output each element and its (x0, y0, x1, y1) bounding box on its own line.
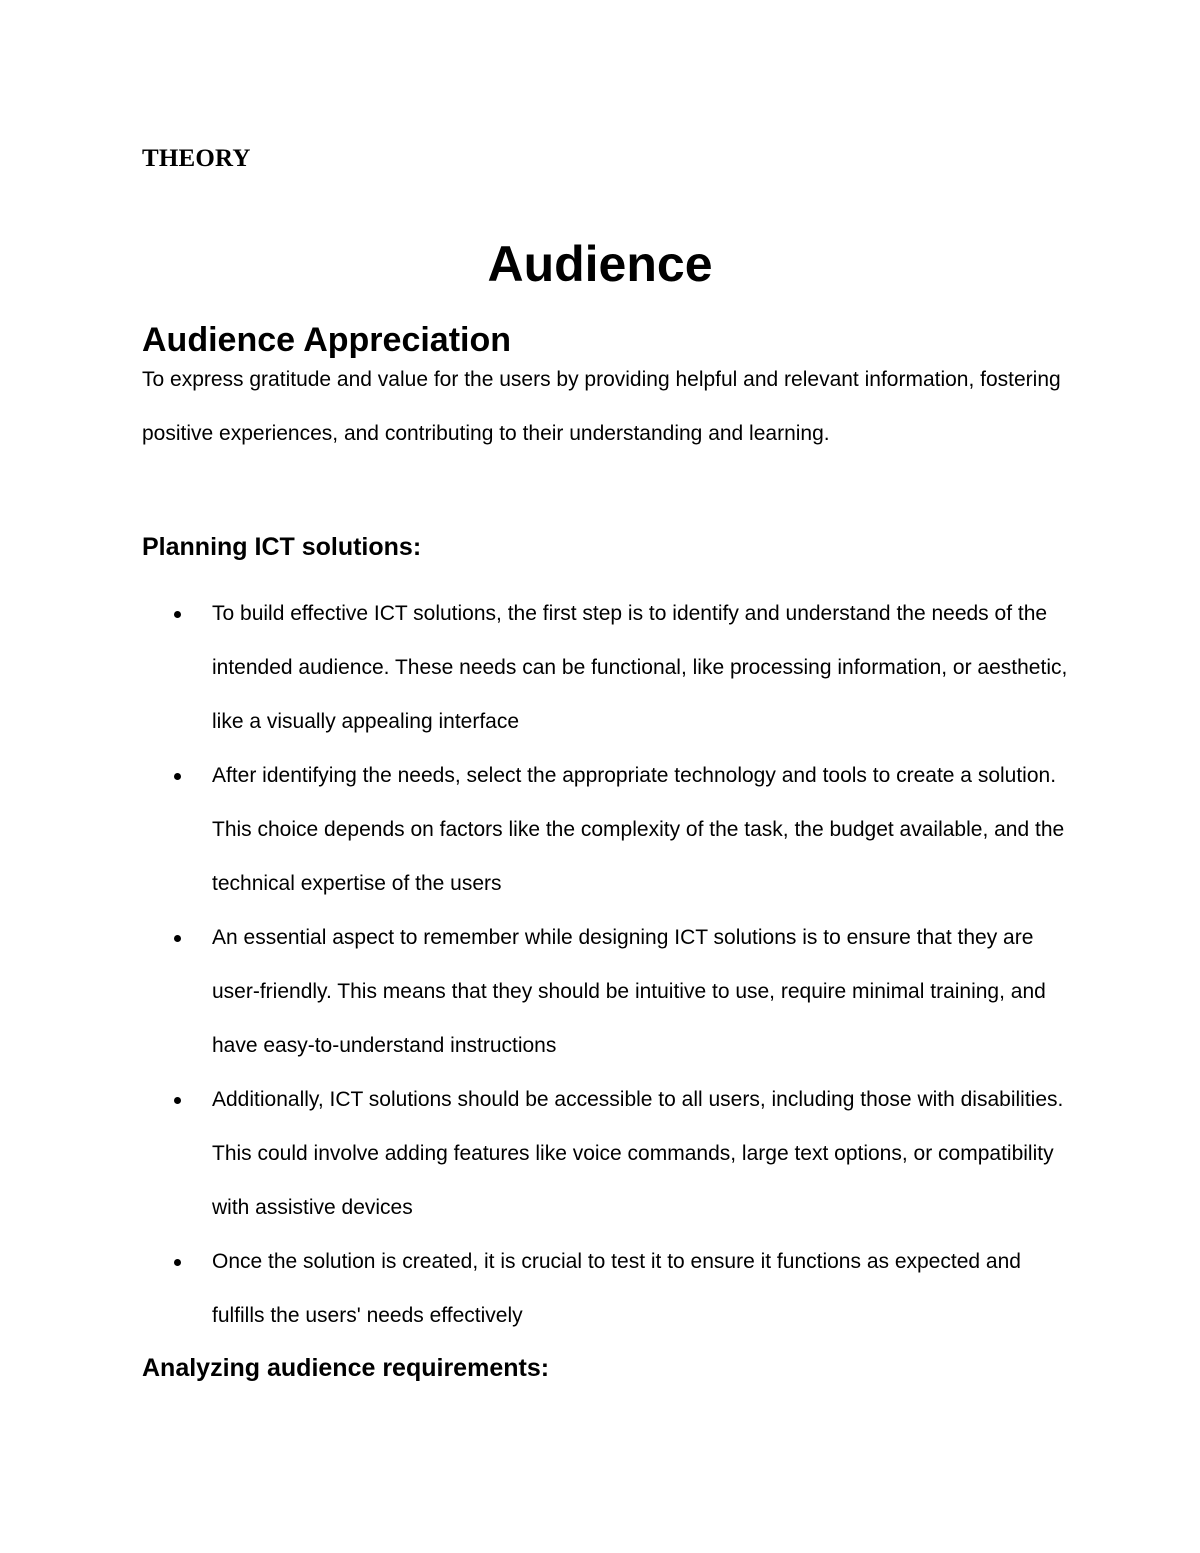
list-item (142, 911, 1072, 1073)
list-item-text: An essential aspect to remember while designing ICT solutions is to ensure that they are user-friendly. This means that they should be intuitive to use, require minimal training, and have easy-to-understand instructions (212, 926, 1046, 1057)
list-item (142, 1073, 1072, 1235)
bullet-dot-icon (174, 1259, 181, 1266)
planning-ict-section (142, 531, 1072, 1343)
list-item-text: Once the solution is created, it is crucial to test it to ensure it functions as expected and fulfills the users' needs effectively (212, 1250, 1021, 1327)
bullet-dot-icon (174, 1097, 181, 1104)
analyzing-audience-heading: Analyzing audience requirements: (142, 1354, 550, 1382)
section-label: THEORY (142, 145, 251, 172)
analyzing-audience-section (142, 1352, 1072, 1384)
bullet-dot-icon (174, 773, 181, 780)
list-item (142, 749, 1072, 911)
list-item-text: After identifying the needs, select the appropriate technology and tools to create a solution. This choice depends on factors like the complexity of the task, the budget available, and the technical expertise of the users (212, 764, 1065, 895)
planning-ict-heading: Planning ICT solutions: (142, 533, 422, 561)
list-item-text: To build effective ICT solutions, the first step is to identify and understand the needs of the intended audience. These needs can be functional, like processing information, or aesthetic, like a visually appealing interface (212, 602, 1068, 733)
bullet-dot-icon (174, 935, 181, 942)
list-item (142, 587, 1072, 749)
page-title: Audience (487, 236, 713, 292)
list-item-text: Additionally, ICT solutions should be accessible to all users, including those with disabilities. This could involve adding features like voice commands, large text options, or compatibility with assistive devices (212, 1088, 1064, 1219)
audience-appreciation-paragraph: To express gratitude and value for the users by providing helpful and relevant information, fostering positive experiences, and contributing to their understanding and learning. (142, 368, 1061, 445)
bullet-dot-icon (174, 611, 181, 618)
audience-appreciation-section (142, 320, 1072, 461)
audience-appreciation-heading: Audience Appreciation (142, 321, 512, 359)
planning-ict-list (142, 587, 1072, 1343)
list-item (142, 1235, 1072, 1343)
